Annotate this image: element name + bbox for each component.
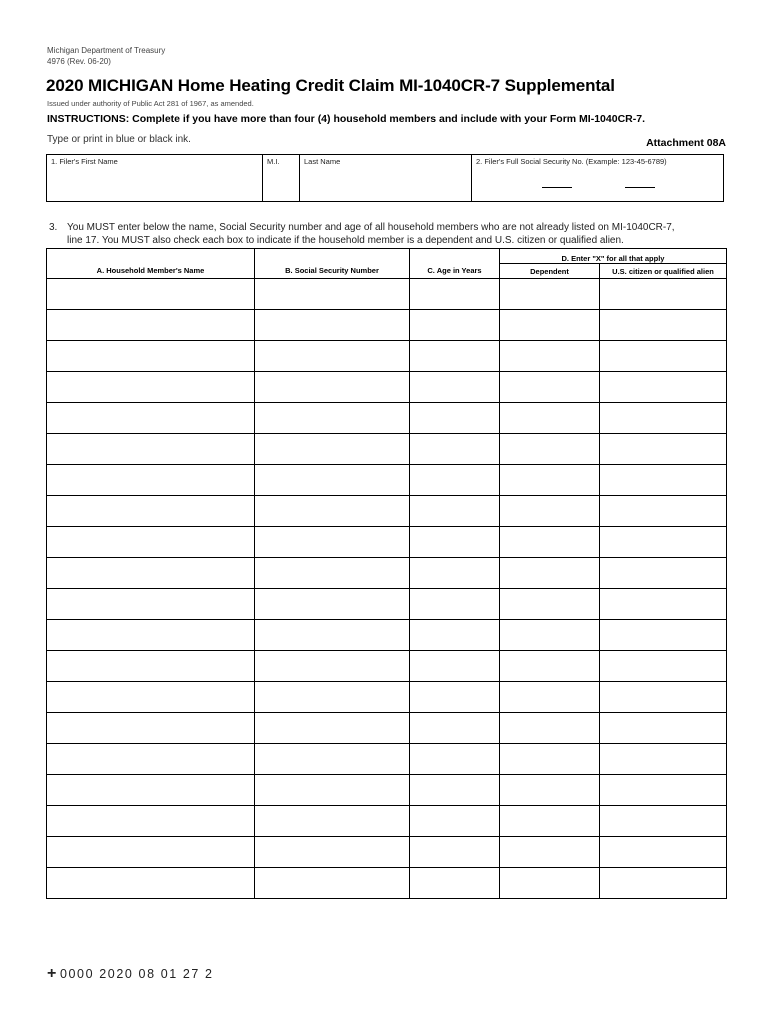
col-d1-header: Dependent	[500, 264, 600, 279]
member-ssn-cell[interactable]	[255, 279, 410, 310]
member-citizen-cell[interactable]	[600, 279, 727, 310]
member-ssn-cell[interactable]	[255, 310, 410, 341]
member-age-cell[interactable]	[410, 341, 500, 372]
issued-authority: Issued under authority of Public Act 281 of 1967, as amended.	[47, 99, 254, 108]
member-age-cell[interactable]	[410, 310, 500, 341]
member-dependent-cell[interactable]	[500, 775, 600, 806]
member-citizen-cell[interactable]	[600, 837, 727, 868]
filer-ssn-label: 2. Filer's Full Social Security No. (Example: 123-45-6789)	[476, 157, 667, 166]
table-row	[47, 558, 727, 589]
member-citizen-cell[interactable]	[600, 310, 727, 341]
member-name-cell[interactable]	[47, 713, 255, 744]
table-row	[47, 434, 727, 465]
filer-mi-label: M.I.	[267, 157, 280, 166]
member-ssn-cell[interactable]	[255, 434, 410, 465]
member-ssn-cell[interactable]	[255, 341, 410, 372]
member-name-cell[interactable]	[47, 806, 255, 837]
member-ssn-cell[interactable]	[255, 620, 410, 651]
table-row	[47, 403, 727, 434]
member-dependent-cell[interactable]	[500, 496, 600, 527]
member-dependent-cell[interactable]	[500, 527, 600, 558]
member-age-cell[interactable]	[410, 496, 500, 527]
member-ssn-cell[interactable]	[255, 868, 410, 899]
member-dependent-cell[interactable]	[500, 434, 600, 465]
member-citizen-cell[interactable]	[600, 775, 727, 806]
member-age-cell[interactable]	[410, 527, 500, 558]
member-age-cell[interactable]	[410, 713, 500, 744]
member-name-cell[interactable]	[47, 837, 255, 868]
col-a-header: A. Household Member's Name	[47, 264, 255, 279]
member-age-cell[interactable]	[410, 558, 500, 589]
col-d2-header: U.S. citizen or qualified alien	[600, 264, 727, 279]
member-name-cell[interactable]	[47, 372, 255, 403]
member-citizen-cell[interactable]	[600, 434, 727, 465]
member-dependent-cell[interactable]	[500, 806, 600, 837]
member-name-cell[interactable]	[47, 310, 255, 341]
line-3-instructions	[49, 221, 675, 247]
member-age-cell[interactable]	[410, 775, 500, 806]
table-row	[47, 868, 727, 899]
member-name-cell[interactable]	[47, 682, 255, 713]
form-title: 2020 MICHIGAN Home Heating Credit Claim MI-1040CR-7 Supplemental	[46, 76, 615, 95]
table-row	[47, 279, 727, 310]
department-header	[47, 45, 165, 67]
barcode-number: 0000 2020 08 01 27 2	[59, 967, 214, 981]
member-dependent-cell[interactable]	[500, 341, 600, 372]
department-name: Michigan Department of Treasury	[47, 46, 166, 55]
member-dependent-cell[interactable]	[500, 837, 600, 868]
member-dependent-cell[interactable]	[500, 713, 600, 744]
household-members-table	[46, 248, 727, 899]
member-name-cell[interactable]	[47, 279, 255, 310]
filer-mi-field[interactable]	[263, 155, 300, 201]
member-name-cell[interactable]	[47, 620, 255, 651]
member-age-cell[interactable]	[410, 465, 500, 496]
table-row	[47, 682, 727, 713]
member-ssn-cell[interactable]	[255, 744, 410, 775]
line-3-number: 3.	[49, 222, 58, 233]
ssn-separator-1	[542, 187, 572, 188]
filer-last-name-field[interactable]	[300, 155, 472, 201]
member-ssn-cell[interactable]	[255, 496, 410, 527]
member-citizen-cell[interactable]	[600, 372, 727, 403]
member-dependent-cell[interactable]	[500, 403, 600, 434]
member-name-cell[interactable]	[47, 434, 255, 465]
col-b-header: B. Social Security Number	[255, 264, 410, 279]
table-row	[47, 372, 727, 403]
member-citizen-cell[interactable]	[600, 744, 727, 775]
table-row	[47, 589, 727, 620]
member-age-cell[interactable]	[410, 806, 500, 837]
member-age-cell[interactable]	[410, 589, 500, 620]
member-citizen-cell[interactable]	[600, 403, 727, 434]
member-citizen-cell[interactable]	[600, 651, 727, 682]
line-3-text-1: You MUST enter below the name, Social Security number and age of all household members who are not already listed on MI-1040CR-7,	[67, 222, 675, 233]
table-row	[47, 527, 727, 558]
member-age-cell[interactable]	[410, 682, 500, 713]
registration-mark-icon: +	[47, 965, 58, 982]
member-name-cell[interactable]	[47, 775, 255, 806]
form-barcode-footer	[47, 965, 214, 983]
member-dependent-cell[interactable]	[500, 620, 600, 651]
member-dependent-cell[interactable]	[500, 372, 600, 403]
member-ssn-cell[interactable]	[255, 682, 410, 713]
member-rows	[47, 279, 727, 899]
member-age-cell[interactable]	[410, 279, 500, 310]
table-row	[47, 744, 727, 775]
member-name-cell[interactable]	[47, 496, 255, 527]
member-name-cell[interactable]	[47, 589, 255, 620]
type-print-note: Type or print in blue or black ink.	[47, 134, 191, 145]
member-age-cell[interactable]	[410, 837, 500, 868]
col-c-header: C. Age in Years	[410, 264, 500, 279]
member-age-cell[interactable]	[410, 868, 500, 899]
member-citizen-cell[interactable]	[600, 589, 727, 620]
member-name-cell[interactable]	[47, 868, 255, 899]
table-row	[47, 310, 727, 341]
table-row	[47, 775, 727, 806]
member-citizen-cell[interactable]	[600, 465, 727, 496]
form-revision: 4976 (Rev. 06-20)	[47, 57, 111, 66]
member-name-cell[interactable]	[47, 744, 255, 775]
table-row	[47, 341, 727, 372]
member-dependent-cell[interactable]	[500, 310, 600, 341]
member-ssn-cell[interactable]	[255, 775, 410, 806]
member-age-cell[interactable]	[410, 651, 500, 682]
member-age-cell[interactable]	[410, 434, 500, 465]
member-citizen-cell[interactable]	[600, 868, 727, 899]
member-ssn-cell[interactable]	[255, 558, 410, 589]
member-age-cell[interactable]	[410, 403, 500, 434]
member-dependent-cell[interactable]	[500, 868, 600, 899]
member-dependent-cell[interactable]	[500, 589, 600, 620]
member-ssn-cell[interactable]	[255, 837, 410, 868]
member-age-cell[interactable]	[410, 620, 500, 651]
filer-ssn-field[interactable]	[472, 155, 723, 201]
member-ssn-cell[interactable]	[255, 651, 410, 682]
filer-first-name-label: 1. Filer's First Name	[51, 157, 118, 166]
member-citizen-cell[interactable]	[600, 496, 727, 527]
member-ssn-cell[interactable]	[255, 465, 410, 496]
member-ssn-cell[interactable]	[255, 589, 410, 620]
member-name-cell[interactable]	[47, 527, 255, 558]
member-dependent-cell[interactable]	[500, 744, 600, 775]
member-ssn-cell[interactable]	[255, 403, 410, 434]
ssn-separator-2	[625, 187, 655, 188]
member-ssn-cell[interactable]	[255, 372, 410, 403]
member-ssn-cell[interactable]	[255, 713, 410, 744]
instructions: INSTRUCTIONS: Complete if you have more than four (4) household members and include with your Form MI-1040CR-7.	[47, 113, 645, 125]
member-name-cell[interactable]	[47, 558, 255, 589]
member-citizen-cell[interactable]	[600, 806, 727, 837]
member-citizen-cell[interactable]	[600, 682, 727, 713]
table-row	[47, 496, 727, 527]
member-dependent-cell[interactable]	[500, 682, 600, 713]
member-citizen-cell[interactable]	[600, 341, 727, 372]
member-dependent-cell[interactable]	[500, 465, 600, 496]
table-row	[47, 713, 727, 744]
member-dependent-cell[interactable]	[500, 279, 600, 310]
member-name-cell[interactable]	[47, 403, 255, 434]
member-name-cell[interactable]	[47, 465, 255, 496]
member-name-cell[interactable]	[47, 651, 255, 682]
filer-last-name-label: Last Name	[304, 157, 341, 166]
member-citizen-cell[interactable]	[600, 620, 727, 651]
member-citizen-cell[interactable]	[600, 713, 727, 744]
member-citizen-cell[interactable]	[600, 558, 727, 589]
member-age-cell[interactable]	[410, 744, 500, 775]
member-ssn-cell[interactable]	[255, 806, 410, 837]
table-row	[47, 806, 727, 837]
filer-first-name-field[interactable]	[47, 155, 263, 201]
table-row	[47, 465, 727, 496]
table-row	[47, 651, 727, 682]
attachment-number: Attachment 08A	[646, 137, 726, 149]
member-ssn-cell[interactable]	[255, 527, 410, 558]
col-d-header: D. Enter "X" for all that apply	[500, 249, 727, 264]
line-3-text-2: line 17. You MUST also check each box to indicate if the household member is a dependent and U.S. citizen or qualified alien.	[67, 235, 624, 246]
filer-info-box	[46, 154, 724, 202]
table-row	[47, 620, 727, 651]
table-row	[47, 837, 727, 868]
member-dependent-cell[interactable]	[500, 651, 600, 682]
member-age-cell[interactable]	[410, 372, 500, 403]
member-name-cell[interactable]	[47, 341, 255, 372]
member-citizen-cell[interactable]	[600, 527, 727, 558]
member-dependent-cell[interactable]	[500, 558, 600, 589]
